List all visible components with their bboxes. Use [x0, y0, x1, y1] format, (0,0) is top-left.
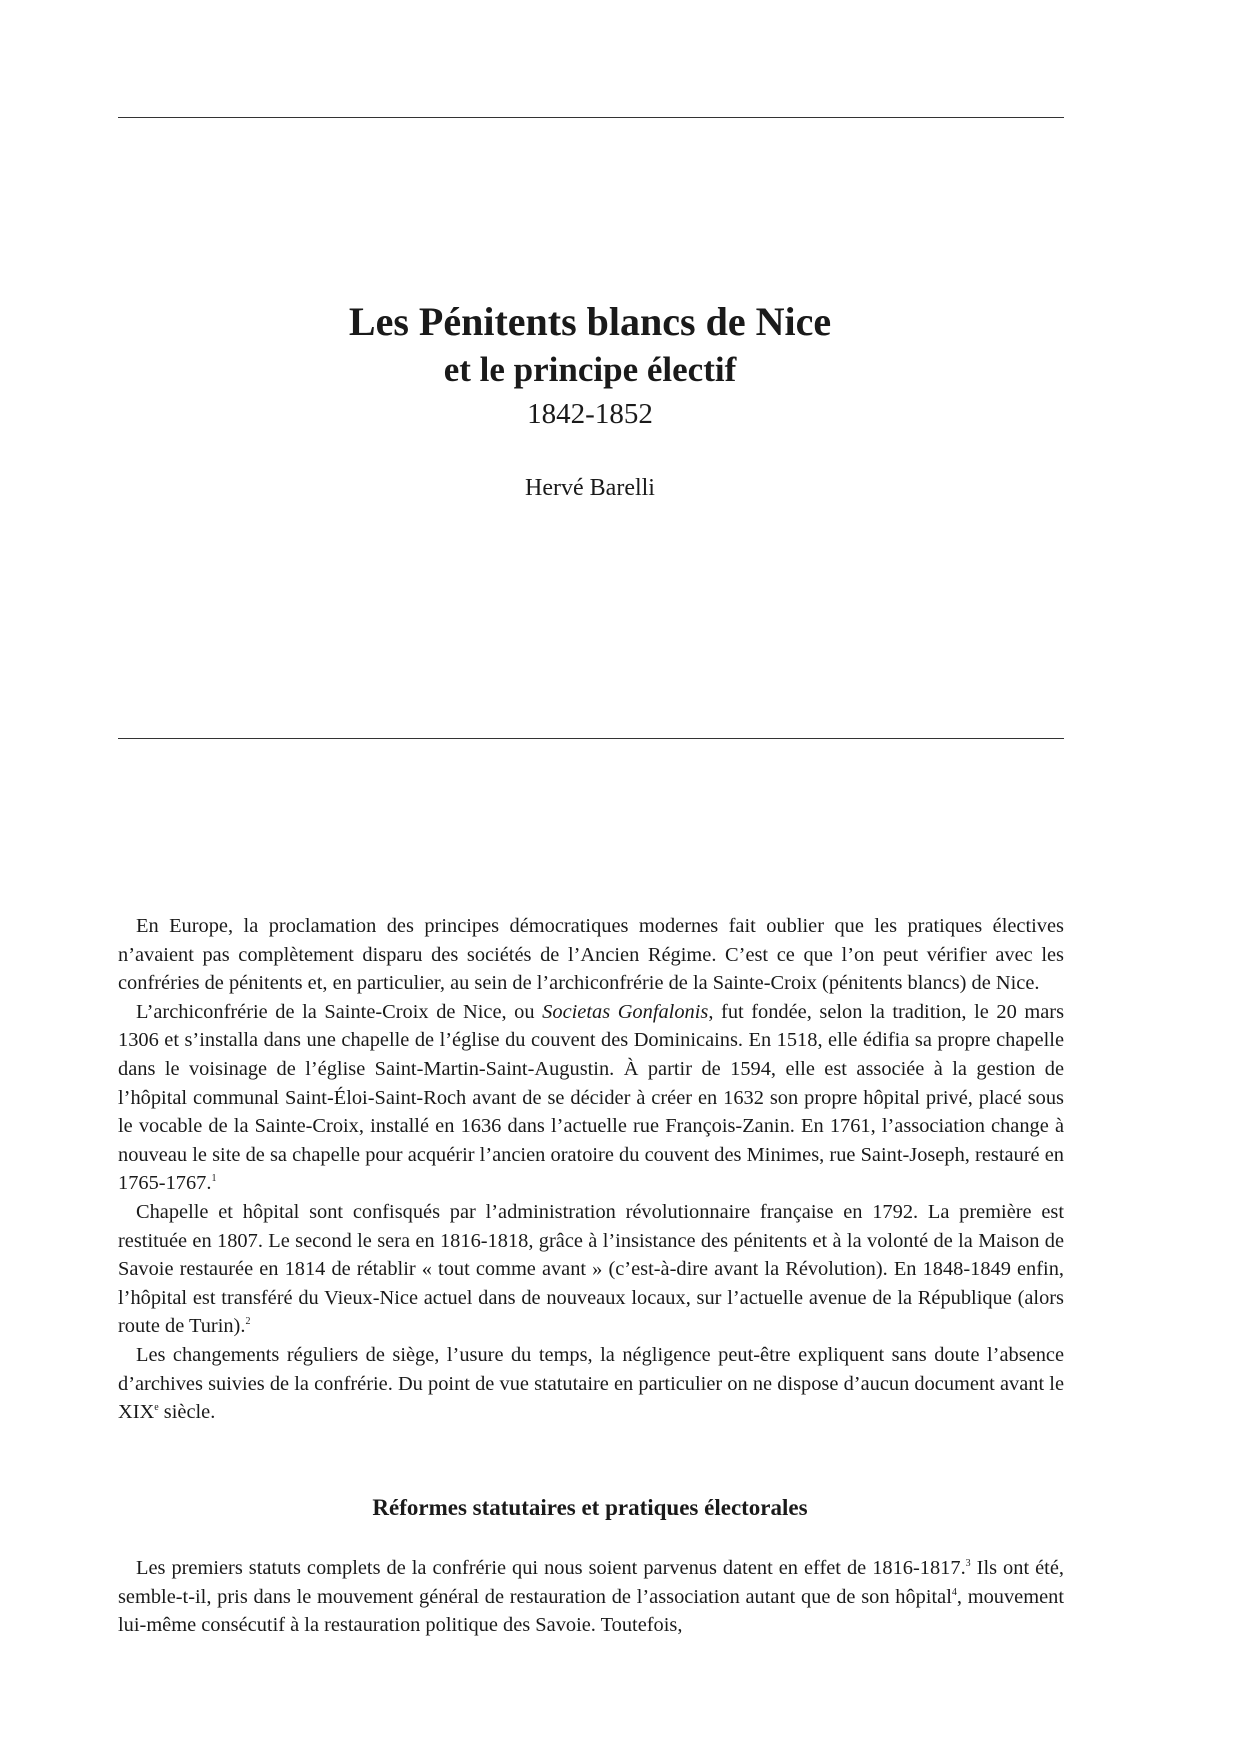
footnote-ref[interactable]: 1 — [211, 1173, 217, 1185]
article-subtitle: et le principe électif — [443, 350, 737, 389]
paragraph: Les premiers statuts complets de la confrérie qui nous soient parvenus datent en effet de 1816-1817.$^3$ Ils ont été, semble-t-il, pris dans le mouvement général de restauration de l’association autant que de son hôpital$^4$, mouvement lui-même consécutif à la restauration politique des Savoie. Toutefois, — [118, 1557, 1064, 1637]
article-title: Les Pénitents blancs de Nice — [348, 299, 832, 344]
paragraph: Chapelle et hôpital sont confisqués par l’administration révolutionnaire française en 1792. La première est restituée en 1807. Le second le sera en 1816-1818, grâce à l’insistance des pénitents et à la volonté de la Maison de Savoie restaurée en 1814 de rétablir « tout comme avant » (c’est-à-dire avant la Révolution). En 1848-1849 enfin, l’hôpital est transféré du Vieux-Nice actuel dans de nouveaux locaux, sur l’actuelle avenue de la République (alors route de Turin).$^2$ — [118, 1200, 1064, 1338]
section-text — [118, 1554, 1064, 1640]
footnote-ref[interactable]: 4 — [951, 1586, 957, 1598]
latin-name: Societas Gonfalonis — [542, 1000, 709, 1023]
top-rule — [118, 117, 1064, 118]
footnote-ref[interactable]: 3 — [965, 1558, 971, 1570]
superscript: e — [154, 1402, 159, 1414]
intro-text — [118, 912, 1064, 1427]
paragraph: Les changements réguliers de siège, l’usure du temps, la négligence peut-être expliquent sans doute l’absence d’archives suivies de la confrérie. Du point de vue statutaire en particulier on ne dispose d’aucun document avant le XIXe siècle. — [118, 1343, 1064, 1424]
section-heading: Réformes statutaires et pratiques électorales — [372, 1495, 808, 1520]
article-author: Hervé Barelli — [525, 475, 655, 501]
article-dates: 1842-1852 — [527, 398, 653, 430]
title-block — [0, 296, 1180, 504]
bottom-rule — [118, 738, 1064, 739]
paragraph: L’archiconfrérie de la Sainte-Croix de Nice, ou Societas Gonfalonis, fut fondée, selon la tradition, le 20 mars 1306 et s’installa dans une chapelle de l’église du couvent des Dominicains. En 1518, elle édifia sa propre chapelle dans le voisinage de l’église Saint-Martin-Saint-Augustin. À partir de 1594, elle est associée à la gestion de l’hôpital communal Saint-Éloi-Saint-Roch avant de se décider à créer en 1632 son propre hôpital privé, placé sous le vocable de la Sainte-Croix, installé en 1636 dans l’actuelle rue François-Zanin. En 1761, l’association change à nouveau le site de sa chapelle pour acquérir l’ancien oratoire du couvent des Minimes, rue Saint-Joseph, restauré en 1765-1767.$^1$ — [118, 1000, 1064, 1195]
paragraph: En Europe, la proclamation des principes démocratiques modernes fait oublier que les pratiques électives n’avaient pas complètement disparu des sociétés de l’Ancien Régime. C’est ce que l’on peut vérifier avec les confréries de pénitents et, en particulier, au sein de l’archiconfrérie de la Sainte-Croix (pénitents blancs) de Nice. — [118, 915, 1064, 995]
footnote-ref[interactable]: 2 — [245, 1316, 251, 1328]
